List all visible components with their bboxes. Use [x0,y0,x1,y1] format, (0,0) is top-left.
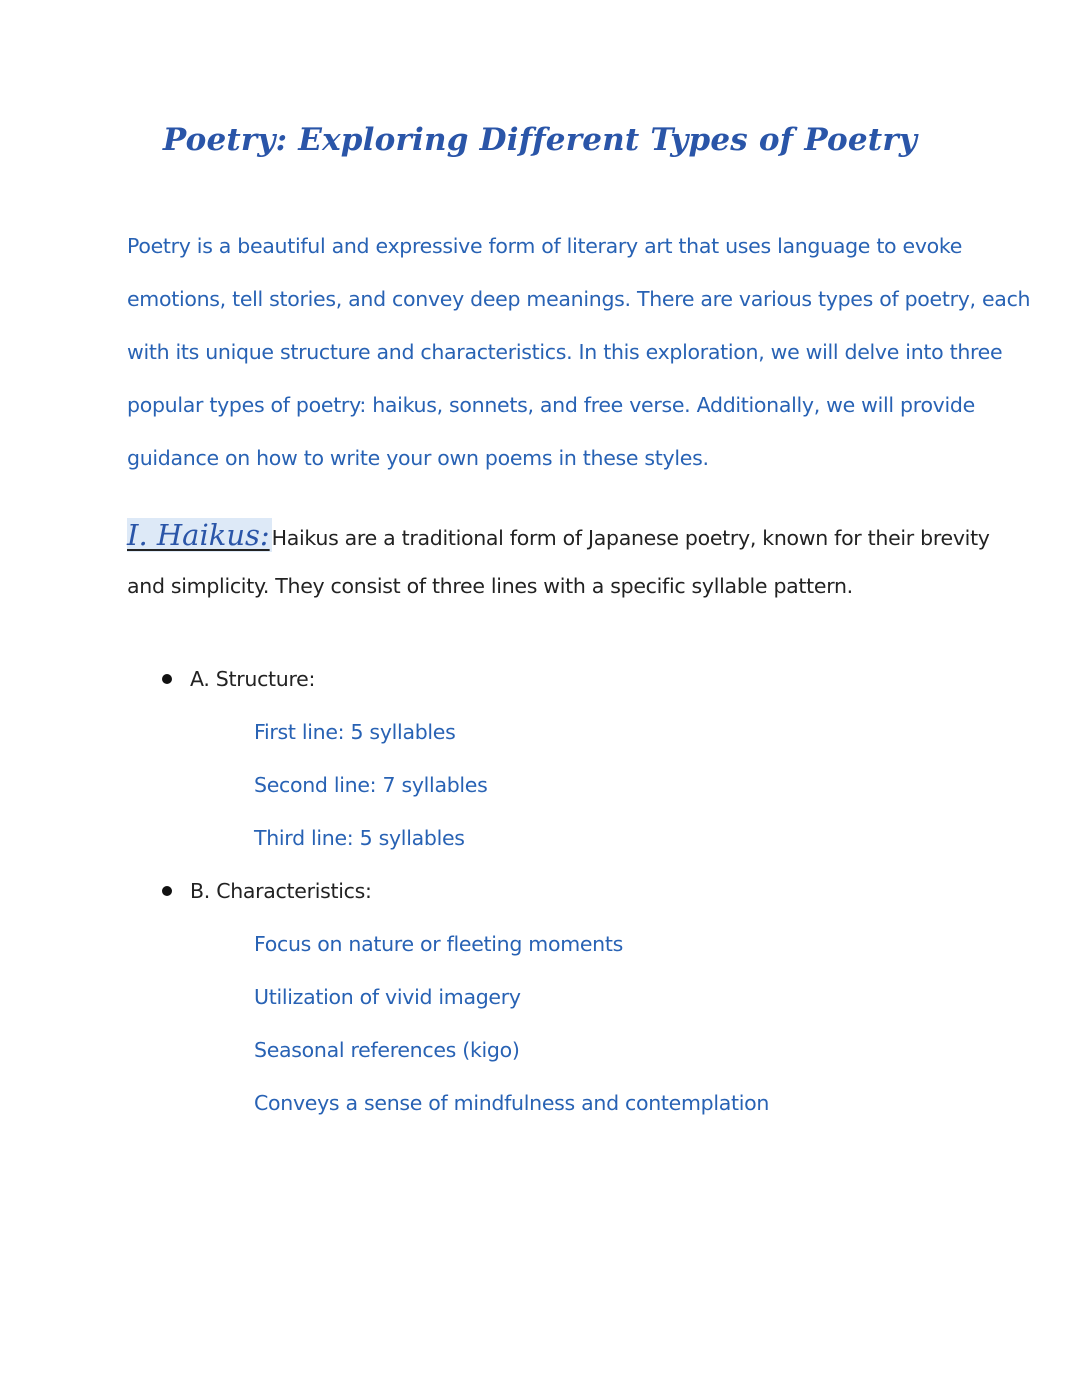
bullet-dot-icon [162,886,172,896]
page-title: Poetry: Exploring Different Types of Poetry [162,122,918,158]
characteristic-item: Conveys a sense of mindfulness and contemplation [254,1091,770,1115]
section-text: Haikus are a traditional form of Japanese poetry, known for their brevity [271,526,990,550]
intro-paragraph [127,220,1031,485]
intro-line: guidance on how to write your own poems in these styles. [127,446,709,470]
characteristic-item: Utilization of vivid imagery [254,985,521,1009]
haikus-intro-line-1 [127,510,990,560]
bullet-characteristics [127,870,957,923]
section-heading-haikus: I. Haikus: [127,518,270,552]
characteristic-item: Focus on nature or fleeting moments [254,932,623,956]
intro-line: Poetry is a beautiful and expressive form of literary art that uses language to evoke [127,234,963,258]
haiku-details-list [127,658,957,1135]
bullet-label: B. Characteristics: [190,879,372,903]
intro-line: popular types of poetry: haikus, sonnets, and free verse. Additionally, we will provide [127,393,975,417]
intro-line: emotions, tell stories, and convey deep meanings. There are various types of poetry, each [127,287,1031,311]
bullet-dot-icon [162,674,172,684]
characteristic-item: Seasonal references (kigo) [254,1038,520,1062]
structure-item: Second line: 7 syllables [254,773,488,797]
structure-item: First line: 5 syllables [254,720,456,744]
haikus-section [127,510,990,598]
haikus-intro-line-2: and simplicity. They consist of three lines with a specific syllable pattern. [127,574,853,598]
bullet-label: A. Structure: [190,667,316,691]
structure-item: Third line: 5 syllables [254,826,465,850]
intro-line: with its unique structure and characteristics. In this exploration, we will delve into three [127,340,1003,364]
bullet-structure [127,658,957,711]
